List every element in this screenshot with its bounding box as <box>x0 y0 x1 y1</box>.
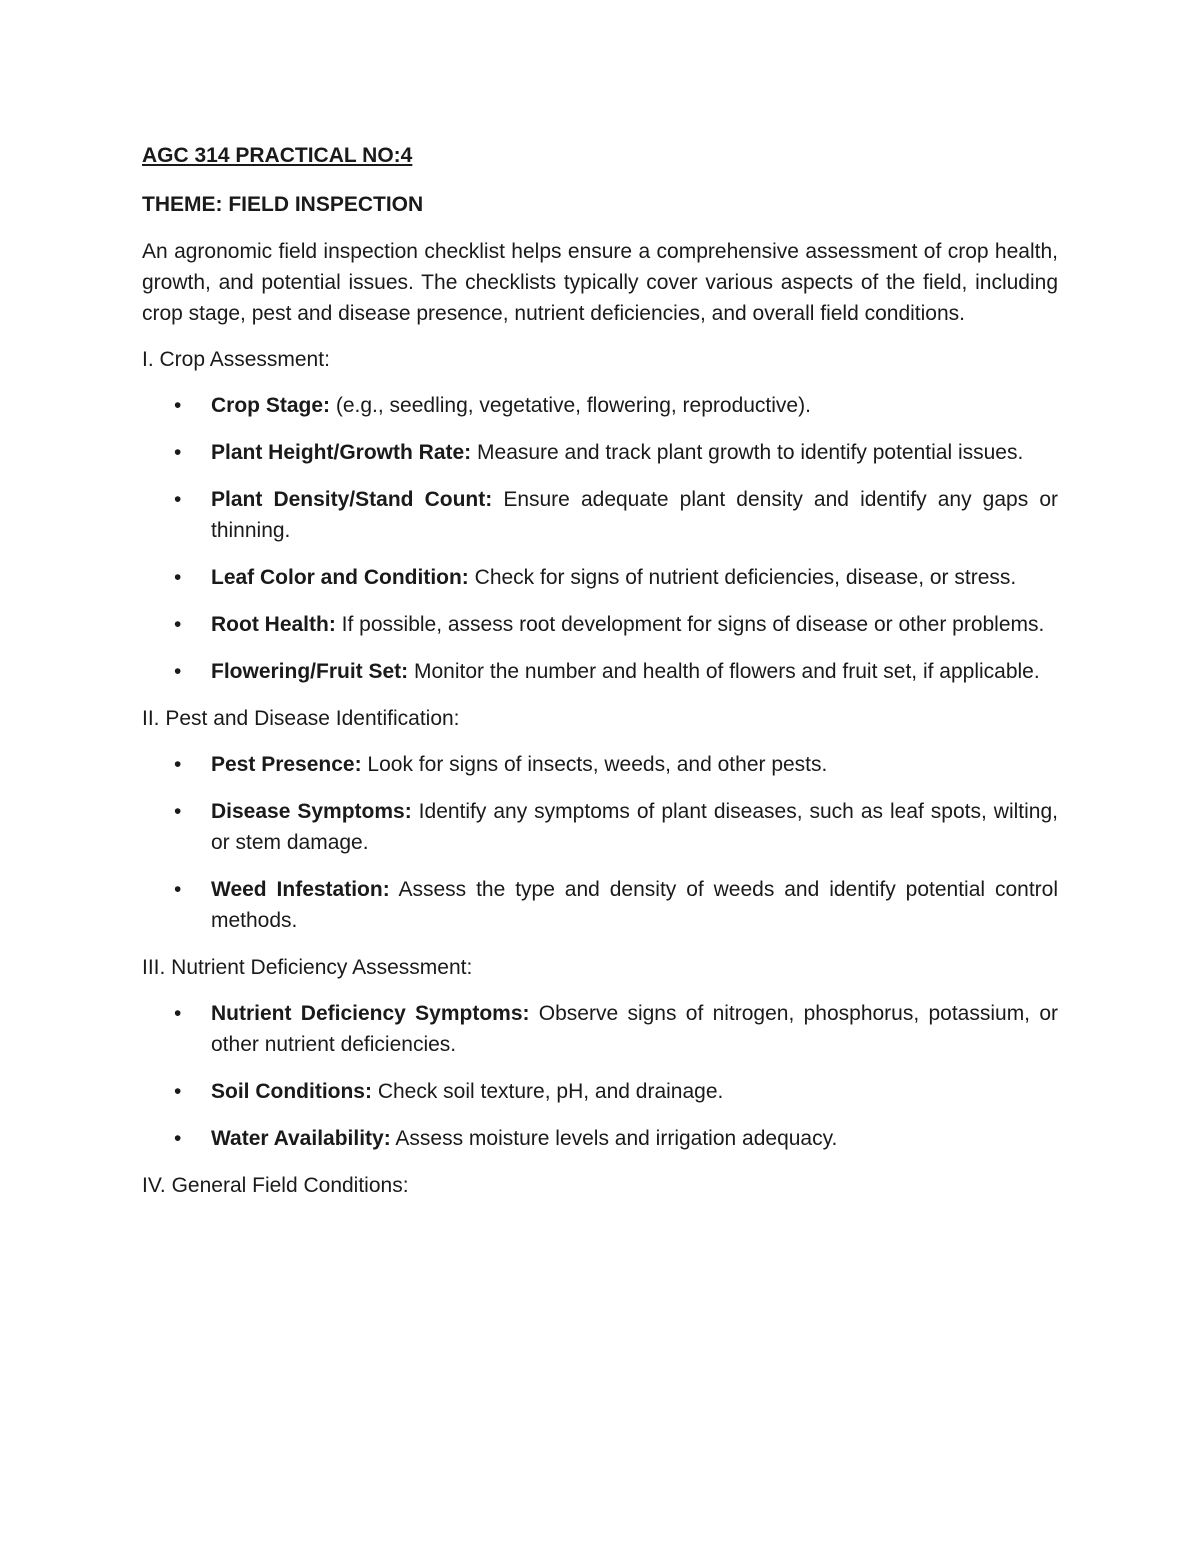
intro-paragraph: An agronomic field inspection checklist helps ensure a comprehensive assessment of crop health, growth, and potential issues. The checklists typically cover various aspects of the field, including crop stage, pest and disease presence, nutrient deficiencies, and overall field conditions. <box>142 240 1058 325</box>
bullet-icon: • <box>174 1002 182 1025</box>
item-text: Check soil texture, pH, and drainage. <box>371 1080 724 1103</box>
bullet-icon: • <box>174 613 182 636</box>
item-text: Identify any symptoms of plant diseases, such as leaf spots, wilting, or stem damage. <box>211 800 1058 854</box>
list-item <box>142 749 1058 780</box>
item-term: Nutrient Deficiency Symptoms: <box>211 1002 530 1025</box>
list-item <box>142 1076 1058 1107</box>
section-heading-general-field: IV. General Field Conditions: <box>142 1174 409 1197</box>
item-term: Plant Density/Stand Count: <box>211 488 493 511</box>
pest-disease-list <box>142 749 1058 936</box>
list-item <box>142 656 1058 687</box>
list-item <box>142 562 1058 593</box>
item-text: Measure and track plant growth to identify potential issues. <box>471 441 1024 464</box>
item-term: Disease Symptoms: <box>211 800 412 823</box>
section-heading-pest-disease: II. Pest and Disease Identification: <box>142 707 460 730</box>
item-text: Look for signs of insects, weeds, and other pests. <box>361 753 828 776</box>
section-heading-nutrient-deficiency: III. Nutrient Deficiency Assessment: <box>142 956 473 979</box>
bullet-icon: • <box>174 441 182 464</box>
item-term: Root Health: <box>211 613 336 636</box>
item-term: Leaf Color and Condition: <box>211 566 469 589</box>
item-text: (e.g., seedling, vegetative, flowering, reproductive). <box>330 394 811 417</box>
crop-assessment-list <box>142 390 1058 687</box>
bullet-icon: • <box>174 1080 182 1103</box>
list-item <box>142 874 1058 936</box>
list-item <box>142 390 1058 421</box>
item-term: Crop Stage: <box>211 394 331 417</box>
list-item <box>142 998 1058 1060</box>
item-text: Assess moisture levels and irrigation adequacy. <box>390 1127 838 1150</box>
list-item <box>142 796 1058 858</box>
document-title: AGC 314 PRACTICAL NO:4 <box>142 144 413 167</box>
bullet-icon: • <box>174 566 182 589</box>
item-term: Water Availability: <box>211 1127 391 1150</box>
document-page <box>142 140 1058 1216</box>
item-text: If possible, assess root development for signs of disease or other problems. <box>335 613 1045 636</box>
bullet-icon: • <box>174 753 182 776</box>
item-term: Pest Presence: <box>211 753 362 776</box>
list-item <box>142 609 1058 640</box>
item-term: Plant Height/Growth Rate: <box>211 441 472 464</box>
list-item <box>142 484 1058 546</box>
list-item <box>142 437 1058 468</box>
bullet-icon: • <box>174 878 182 901</box>
bullet-icon: • <box>174 660 182 683</box>
document-theme: THEME: FIELD INSPECTION <box>142 193 424 216</box>
item-text: Assess the type and density of weeds and identify potential control methods. <box>211 878 1059 932</box>
section-heading-crop-assessment: I. Crop Assessment: <box>142 348 330 371</box>
item-term: Soil Conditions: <box>211 1080 372 1103</box>
item-text: Monitor the number and health of flowers and fruit set, if applicable. <box>408 660 1040 683</box>
list-item <box>142 1123 1058 1154</box>
bullet-icon: • <box>174 394 182 417</box>
item-text: Check for signs of nutrient deficiencies, disease, or stress. <box>468 566 1017 589</box>
item-term: Flowering/Fruit Set: <box>211 660 409 683</box>
bullet-icon: • <box>174 800 182 823</box>
item-text: Observe signs of nitrogen, phosphorus, potassium, or other nutrient deficiencies. <box>211 1002 1058 1056</box>
bullet-icon: • <box>174 1127 182 1150</box>
nutrient-deficiency-list <box>142 998 1058 1154</box>
item-text: Ensure adequate plant density and identify any gaps or thinning. <box>211 488 1058 542</box>
bullet-icon: • <box>174 488 182 511</box>
item-term: Weed Infestation: <box>211 878 390 901</box>
